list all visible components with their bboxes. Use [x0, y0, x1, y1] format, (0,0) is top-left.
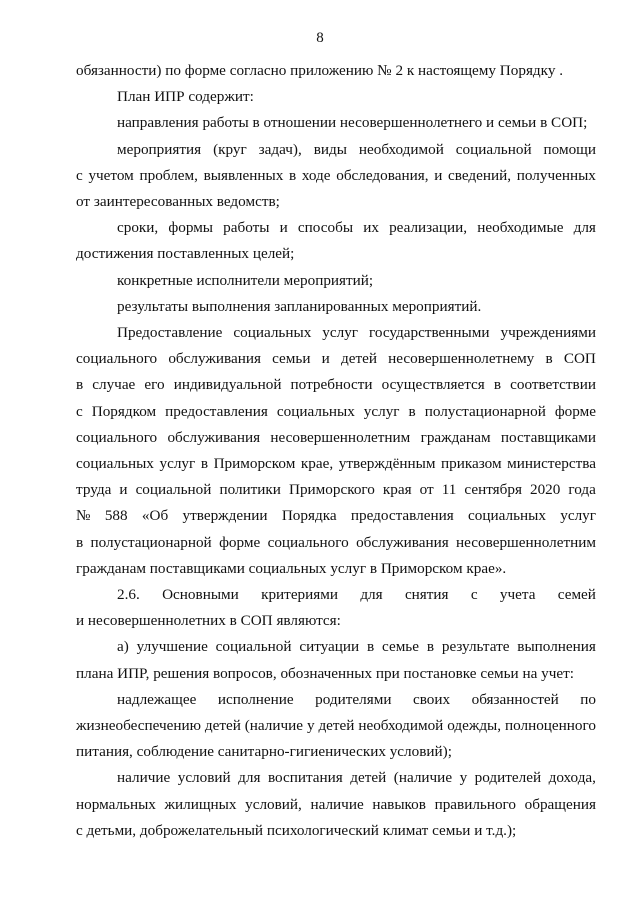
word: необходимой — [358, 140, 444, 158]
word: социального — [76, 350, 158, 368]
word: результате — [441, 638, 510, 656]
word: сентября — [464, 481, 522, 499]
text-line — [117, 690, 596, 710]
word: форме — [554, 402, 596, 420]
word: социального — [267, 533, 349, 551]
word: обязанностей — [471, 690, 559, 708]
word: реализации, — [389, 219, 468, 237]
word: 588 — [104, 507, 128, 525]
word: нормальных — [76, 795, 156, 813]
word: его — [144, 376, 165, 394]
word: у — [306, 717, 315, 734]
word: помощи — [543, 140, 596, 158]
word: их — [363, 219, 379, 237]
word: (круг — [213, 140, 247, 158]
word: семье — [382, 638, 419, 656]
word: с — [470, 586, 478, 603]
word: одежды, — [447, 717, 502, 734]
word: обслуживания — [356, 533, 449, 551]
word: сведений, — [448, 166, 512, 184]
word: у — [459, 769, 468, 787]
word: в — [76, 533, 84, 551]
word: от — [419, 481, 434, 499]
text-line: гражданам поставщиками социальных услуг в Приморском крае». — [76, 559, 507, 577]
word: края — [382, 481, 412, 499]
word: социальной — [215, 638, 292, 656]
text-line — [76, 454, 596, 474]
word: Предоставление — [117, 324, 223, 341]
word: несовершеннолетнему — [388, 350, 535, 368]
word: в — [76, 376, 84, 394]
word: в — [493, 376, 502, 394]
word: обслуживания — [168, 350, 261, 368]
word: случае — [92, 376, 136, 394]
word: семей — [557, 586, 596, 603]
word: утверждённым — [338, 455, 436, 472]
word: и — [321, 350, 330, 368]
word: необходимой — [358, 717, 444, 734]
word: обследования, — [336, 166, 429, 184]
word: родителей — [474, 769, 542, 787]
word: семьи — [272, 350, 311, 368]
word: года — [568, 481, 596, 499]
word: в — [408, 402, 416, 420]
text-line: с детьми, доброжелательный психологический климат семьи и т.д.); — [76, 821, 517, 839]
word: мероприятия — [117, 140, 202, 158]
word: социальных — [76, 455, 154, 472]
word: в — [426, 638, 434, 656]
word: исполнение — [217, 690, 294, 708]
word: социальной — [135, 481, 212, 499]
word: Основными — [162, 586, 239, 603]
word: способы — [297, 219, 354, 237]
word: воспитания — [267, 769, 343, 787]
word: в — [289, 166, 297, 184]
word: надлежащее — [117, 690, 197, 708]
word: (наличие — [244, 717, 304, 734]
word: 2.6. — [117, 586, 140, 603]
word: несовершеннолетним — [456, 533, 596, 551]
word: и — [434, 166, 443, 184]
text-line — [76, 533, 596, 553]
word: предоставления — [165, 402, 268, 420]
word: а) — [117, 638, 129, 656]
word: по — [580, 690, 596, 708]
word: форме — [219, 533, 261, 551]
word: утверждении — [182, 507, 268, 525]
word: «Об — [141, 507, 169, 525]
word: социальных — [233, 324, 312, 341]
word: снятия — [404, 586, 449, 603]
word: в — [200, 455, 208, 472]
word: обращения — [524, 795, 596, 813]
word: политики — [219, 481, 281, 499]
word: осуществляется — [381, 376, 485, 394]
text-line — [76, 795, 596, 815]
word: (наличие — [393, 769, 453, 787]
word: потребности — [290, 376, 373, 394]
word: условий — [177, 769, 231, 787]
word: ходе — [301, 166, 331, 184]
text-line — [76, 402, 596, 422]
word: наличие — [310, 795, 364, 813]
word: услуг — [363, 402, 400, 420]
text-line: направления работы в отношении несовершеннолетнего и семьи в СОП; — [117, 114, 588, 132]
text-line: плана ИПР, решения вопросов, обозначенных при постановке семьи на учет: — [76, 664, 574, 682]
word: труда — [76, 481, 112, 499]
word: детей — [340, 350, 377, 368]
word: своих — [412, 690, 451, 708]
text-line — [117, 323, 596, 343]
word: детей — [204, 717, 241, 734]
page-number: 8 — [316, 30, 324, 46]
word: жилищных — [164, 795, 237, 813]
word: учета — [499, 586, 536, 603]
text-line: питания, соблюдение санитарно-гигиенических условий); — [76, 743, 452, 761]
word: выявленных — [203, 166, 284, 184]
word: крае, — [300, 455, 334, 472]
word: ситуации — [299, 638, 360, 656]
text-line — [76, 428, 596, 448]
word: № — [76, 507, 91, 525]
word: 2020 — [529, 481, 561, 499]
word: детей — [318, 717, 355, 734]
text-line: результаты выполнения запланированных мероприятий. — [117, 297, 482, 315]
text-line — [76, 480, 596, 500]
word: гражданам — [420, 428, 491, 446]
word: для — [238, 769, 261, 787]
word: поставщиками — [500, 428, 596, 446]
word: в — [367, 638, 375, 656]
word: в — [545, 350, 553, 368]
word: критериями — [261, 586, 339, 603]
word: социальных — [468, 507, 546, 525]
word: министерства — [507, 455, 596, 472]
word: условий, — [245, 795, 302, 813]
word: полноценного — [504, 717, 596, 734]
word: улучшение — [136, 638, 208, 656]
word: приказом — [441, 455, 502, 472]
word: дохода, — [548, 769, 596, 787]
word: навыков — [372, 795, 426, 813]
text-line — [76, 716, 596, 736]
word: Порядка — [281, 507, 337, 525]
word: социального — [76, 428, 158, 446]
word: для — [360, 586, 383, 603]
text-line — [117, 637, 596, 657]
word: наличие — [117, 769, 171, 787]
word: услуг — [322, 324, 359, 341]
word: и — [119, 481, 128, 499]
text-line: План ИПР содержит: — [117, 88, 254, 106]
word: необходимые — [477, 219, 564, 237]
word: соответствии — [510, 376, 596, 394]
word: виды — [313, 140, 347, 158]
word: учетом — [88, 166, 134, 184]
word: услуг — [560, 507, 596, 525]
word: учреждениями — [500, 324, 596, 341]
word: индивидуальной — [173, 376, 282, 394]
text-line — [117, 140, 596, 160]
text-line — [76, 349, 596, 369]
word: 11 — [441, 481, 457, 499]
word: полустационарной — [90, 533, 212, 551]
word: Приморского — [288, 481, 375, 499]
word: предоставления — [350, 507, 454, 525]
word: социальных — [276, 402, 355, 420]
word: несовершеннолетним — [270, 428, 411, 446]
word: родителями — [315, 690, 392, 708]
text-line — [117, 768, 596, 788]
word: правильного — [434, 795, 516, 813]
word: обслуживания — [167, 428, 261, 446]
text-line — [76, 506, 596, 526]
text-line: достижения поставленных целей; — [76, 245, 295, 263]
word: задач), — [258, 140, 302, 158]
word: Приморском — [213, 455, 296, 472]
word: и — [279, 219, 288, 237]
word: полустационарной — [424, 402, 546, 420]
word: формы — [168, 219, 214, 237]
text-line — [76, 375, 596, 395]
word: работы — [223, 219, 270, 237]
word: сроки, — [117, 219, 159, 237]
text-line — [76, 166, 596, 186]
word: выполнения — [517, 638, 596, 656]
text-line: обязанности) по форме согласно приложению № 2 к настоящему Порядку . — [76, 62, 564, 79]
word: с — [76, 166, 83, 184]
word: с — [76, 402, 83, 420]
text-line: и несовершеннолетних в СОП являются: — [76, 612, 341, 630]
word: полученных — [516, 166, 596, 184]
text-line — [117, 585, 596, 605]
word: Порядком — [91, 402, 157, 420]
word: проблем, — [139, 166, 198, 184]
word: СОП — [563, 350, 596, 368]
word: детей — [350, 769, 387, 787]
word: государственными — [369, 324, 490, 341]
word: социальной — [455, 140, 532, 158]
text-line — [117, 218, 596, 238]
word: услуг — [159, 455, 196, 472]
word: для — [573, 219, 596, 237]
text-line: от заинтересованных ведомств; — [76, 193, 280, 210]
word: жизнеобеспечению — [76, 717, 201, 734]
text-line: конкретные исполнители мероприятий; — [117, 271, 374, 289]
